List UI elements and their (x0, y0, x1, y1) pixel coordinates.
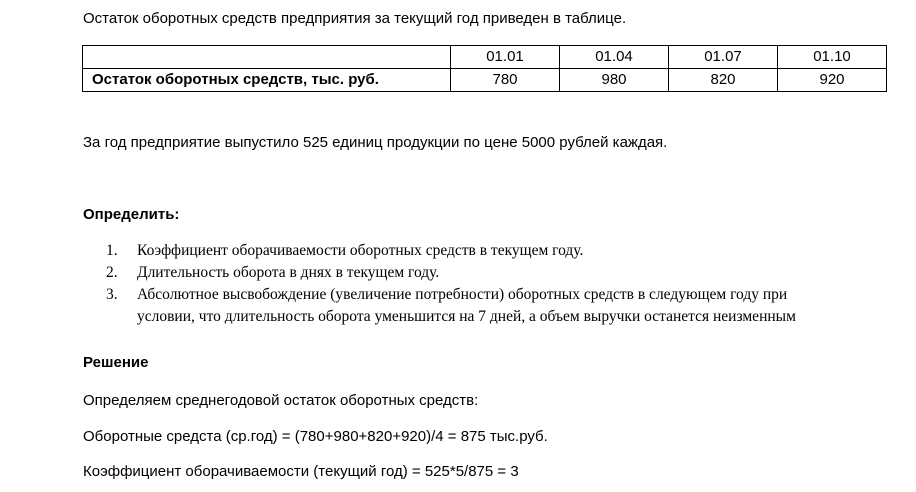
table-row (83, 69, 887, 92)
intro-text: Остаток оборотных средств предприятия за текущий год приведен в таблице. (83, 10, 627, 27)
table-header-cell: 01.10 (778, 46, 887, 69)
determine-heading: Определить: (83, 206, 180, 223)
list-item-text-continued: условии, что длительность оборота уменьшится на 7 дней, а объем выручки останется неизменным (137, 308, 796, 325)
list-item-number: 3. (106, 286, 118, 303)
table-header-cell: 01.07 (669, 46, 778, 69)
working-capital-table (82, 45, 887, 92)
task-list (83, 240, 883, 328)
list-item (83, 240, 883, 262)
table-cell: 780 (451, 69, 560, 92)
solution-line: Коэффициент оборачиваемости (текущий год) = 525*5/875 = 3 (83, 463, 519, 480)
solution-heading: Решение (83, 354, 149, 371)
table-header-cell: 01.01 (451, 46, 560, 69)
list-item-text: Абсолютное высвобождение (увеличение потребности) оборотных средств в следующем году при (137, 286, 788, 303)
list-item-number: 2. (106, 264, 118, 281)
solution-line: Определяем среднегодовой остаток оборотных средств: (83, 392, 479, 409)
output-text: За год предприятие выпустило 525 единиц продукции по цене 5000 рублей каждая. (83, 134, 668, 151)
list-item-text: Коэффициент оборачиваемости оборотных средств в текущем году. (137, 242, 584, 259)
list-item-text: Длительность оборота в днях в текущем году. (137, 264, 440, 281)
table-cell: 980 (560, 69, 669, 92)
table-header-row (83, 46, 887, 69)
table-row-label: Остаток оборотных средств, тыс. руб. (83, 69, 451, 92)
list-item (83, 284, 883, 328)
list-item (83, 262, 883, 284)
solution-line: Оборотные средста (ср.год) = (780+980+820+920)/4 = 875 тыс.руб. (83, 428, 548, 445)
table-cell: 920 (778, 69, 887, 92)
table-cell: 820 (669, 69, 778, 92)
table-header-cell: 01.04 (560, 46, 669, 69)
table-header-cell (83, 46, 451, 69)
list-item-number: 1. (106, 242, 118, 259)
